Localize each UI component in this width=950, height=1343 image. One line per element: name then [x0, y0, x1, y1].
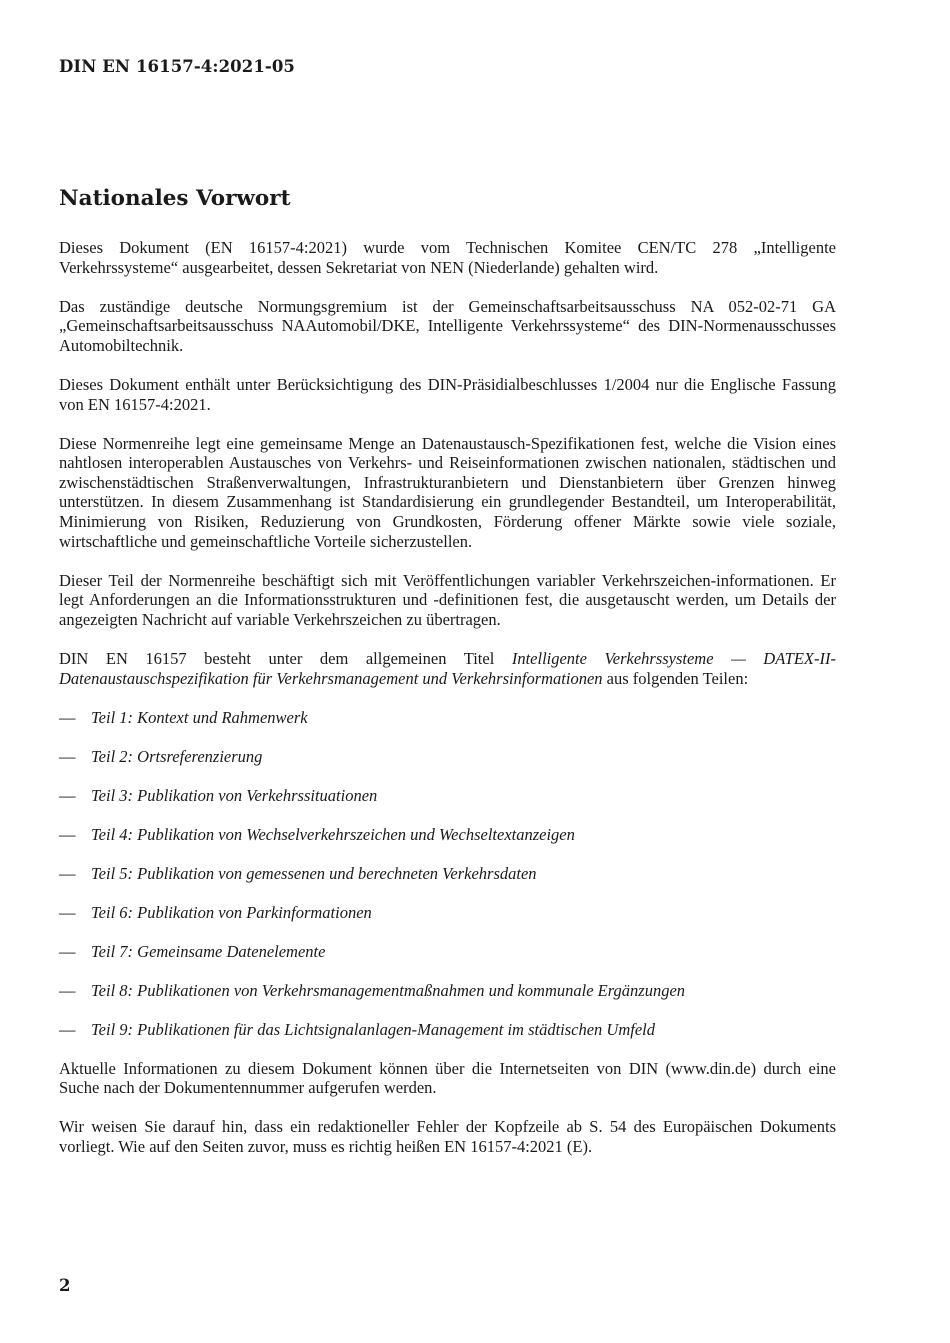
- paragraph-national-body: Das zuständige deutsche Normungsgremium ist der Gemeinschaftsarbeitsausschuss NA 052-02-71 GA „Gemeinschaftsarbeitsausschuss NAAutomobil/DKE, Intelligente Verkehrssysteme“ des DIN-Normenausschusses Automobiltechnik.: [59, 296, 836, 355]
- part-title: Teil 7: Gemeinsame Datenelemente: [91, 941, 326, 961]
- list-dash: —: [59, 902, 76, 922]
- list-dash: —: [59, 746, 76, 766]
- list-item: [59, 903, 836, 923]
- paragraph-parts-intro: [59, 649, 836, 688]
- list-dash: —: [59, 1019, 76, 1039]
- part-title: Teil 2: Ortsreferenzierung: [91, 746, 263, 766]
- list-dash: —: [59, 824, 76, 844]
- page-number: 2: [59, 1276, 71, 1295]
- document-header-id: DIN EN 16157-4:2021-05: [59, 57, 296, 76]
- list-dash: —: [59, 863, 76, 883]
- part-title: Teil 8: Publikationen von Verkehrsmanagementmaßnahmen und kommunale Ergänzungen: [91, 980, 686, 1000]
- paragraph-language-version: Dieses Dokument enthält unter Berücksichtigung des DIN-Präsidialbeschlusses 1/2004 nur die Englische Fassung von EN 16157-4:2021.: [59, 374, 836, 414]
- document-body: [59, 238, 836, 1176]
- part-title: Teil 6: Publikation von Parkinformationen: [91, 902, 372, 922]
- part-title: Teil 5: Publikation von gemessenen und berechneten Verkehrsdaten: [91, 863, 537, 883]
- series-title: Intelligente Verkehrssysteme — DATEX-II-Datenaustauschspezifikation für Verkehrsmanagement und Verkehrsinformationen: [59, 649, 836, 688]
- part-title: Teil 4: Publikation von Wechselverkehrszeichen und Wechseltextanzeigen: [91, 824, 575, 844]
- list-item: [59, 1020, 836, 1040]
- list-dash: —: [59, 941, 76, 961]
- part-title: Teil 1: Kontext und Rahmenwerk: [91, 707, 308, 727]
- parts-intro-text: DIN EN 16157 besteht unter dem allgemeinen Titel: [59, 649, 512, 668]
- list-dash: —: [59, 707, 76, 727]
- paragraph-updates: Aktuelle Informationen zu diesem Dokument können über die Internetseiten von DIN (www.din.de) durch eine Suche nach der Dokumentennummer aufgerufen werden.: [59, 1058, 836, 1098]
- list-item: [59, 942, 836, 962]
- list-item: [59, 747, 836, 767]
- part-title: Teil 9: Publikationen für das Lichtsignalanlagen-Management im städtischen Umfeld: [91, 1019, 656, 1039]
- part-title: Teil 3: Publikation von Verkehrssituationen: [91, 785, 378, 805]
- list-item: [59, 825, 836, 845]
- paragraph-series-scope: Diese Normenreihe legt eine gemeinsame Menge an Datenaustausch-Spezifikationen fest, welche die Vision eines nahtlosen interoperablen Austausches von Verkehrs- und Reiseinformationen zwischen nationalen, städtischen und zwischenstädtischen Straßenverwaltungen, Infrastrukturanbietern und Dienstanbietern über Grenzen hinweg unterstützen. In diesem Zusammenhang ist Standardisierung ein grundlegender Bestandteil, um Interoperabilität, Minimierung von Risiken, Reduzierung von Grundkosten, Förderung offener Märkte sowie viele soziale, wirtschaftliche und gemeinschaftliche Vorteile sicherzustellen.: [59, 433, 836, 551]
- parts-list: [59, 708, 836, 1039]
- list-item: [59, 786, 836, 806]
- page-title: Nationales Vorwort: [59, 186, 291, 211]
- list-item: [59, 864, 836, 884]
- paragraph-committee: Dieses Dokument (EN 16157-4:2021) wurde vom Technischen Komitee CEN/TC 278 „Intelligente Verkehrssysteme“ ausgearbeitet, dessen Sekretariat von NEN (Niederlande) gehalten wird.: [59, 238, 836, 277]
- list-item: [59, 708, 836, 728]
- parts-intro-suffix: aus folgenden Teilen:: [602, 668, 749, 688]
- paragraph-erratum: Wir weisen Sie darauf hin, dass ein redaktioneller Fehler der Kopfzeile ab S. 54 des Europäischen Dokuments vorliegt. Wie auf den Seiten zuvor, muss es richtig heißen EN 16157-4:2021 (E).: [59, 1117, 836, 1156]
- list-item: [59, 981, 836, 1001]
- list-dash: —: [59, 980, 76, 1000]
- list-dash: —: [59, 785, 76, 805]
- paragraph-part-scope: Dieser Teil der Normenreihe beschäftigt sich mit Veröffentlichungen variabler Verkehrszeichen-informationen. Er legt Anforderungen an die Informationsstrukturen und -definitionen fest, die ausgetauscht werden, um Details der angezeigten Nachricht auf variable Verkehrszeichen zu übertragen.: [59, 570, 836, 629]
